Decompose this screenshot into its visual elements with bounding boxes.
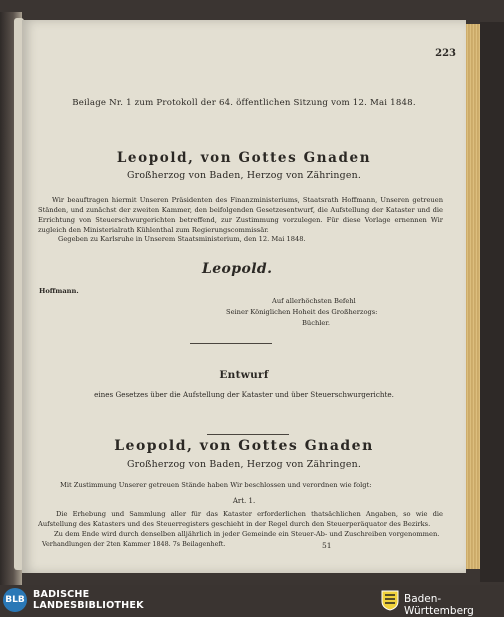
decree-title: Leopold, von Gottes Gnaden xyxy=(116,150,372,166)
article-heading: Art. 1. xyxy=(232,497,256,505)
divider-rule xyxy=(190,343,272,344)
countersign-hoffmann: Hoffmann. xyxy=(39,287,79,295)
befehl-line-2: Seiner Königlichen Hoheit des Großherzogs: xyxy=(226,308,378,316)
paragraph-given: Gegeben zu Karlsruhe in Unserem Staatsministerium, den 12. Mai 1848. xyxy=(58,235,306,243)
footer-number: 51 xyxy=(322,541,332,550)
divider-rule xyxy=(207,434,289,435)
zustimmung-line: Mit Zustimmung Unserer getreuen Stände haben Wir beschlossen und verordnen wie folgt: xyxy=(60,481,372,489)
page-stack-edge xyxy=(466,24,480,569)
entwurf-heading: Entwurf xyxy=(219,369,269,381)
blb-name[interactable] xyxy=(33,589,144,611)
befehl-name: Büchler. xyxy=(302,319,330,327)
befehl-line-1: Auf allerhöchsten Befehl xyxy=(272,297,356,305)
paragraph-commission: Wir beauftragen hiermit Unseren Präsidenten des Finanzministeriums, Staatsrath Hoffmann, Unseren getreuen Ständen, und zunächst der zweiten Kammer, den beifolgenden Gesetzesentwurf, die Aufstellung der Kataster und die Errichtung von Steuerschwurgerichten betreffend, zur Zustimmung vorzulegen. Für diese Vorlage ernennen Wir zugleich den Ministerialrath Kühlenthal zum Regierungscommissär. xyxy=(38,196,443,234)
scan-margin xyxy=(480,22,504,582)
document-page xyxy=(22,20,466,573)
decree-subtitle-2: Großherzog von Baden, Herzog von Zähringen. xyxy=(126,459,362,470)
blb-name-line-1: BADISCHE xyxy=(33,589,90,600)
signature-leopold: Leopold. xyxy=(202,261,273,277)
blb-logo-icon[interactable]: BLB xyxy=(3,588,27,612)
decree-subtitle: Großherzog von Baden, Herzog von Zähringen. xyxy=(126,170,362,181)
bw-coat-of-arms-icon[interactable] xyxy=(381,589,399,611)
beilage-line: Beilage Nr. 1 zum Protokoll der 64. öffentlichen Sitzung vom 12. Mai 1848. xyxy=(72,98,416,108)
bw-name[interactable]: Baden-Württemberg xyxy=(404,593,474,617)
entwurf-subheading: eines Gesetzes über die Aufstellung der Kataster und über Steuerschwurgerichte. xyxy=(94,390,394,399)
paragraph-article-1: Die Erhebung und Sammlung aller für das Kataster erforderlichen thatsächlichen Angaben, so wie die Aufstellung des Katasters und des Steuerregisters geschieht in der Regel durch den Steuerperäquator des Bezirks. xyxy=(38,510,443,528)
footer-reference: Verhandlungen der 2ten Kammer 1848. 7s Beilagenheft. xyxy=(42,540,226,548)
page-number: 223 xyxy=(435,48,456,59)
decree-title-2: Leopold, von Gottes Gnaden xyxy=(114,438,374,454)
blb-name-line-2: LANDESBIBLIOTHEK xyxy=(33,600,144,611)
paragraph-article-1b: Zu dem Ende wird durch denselben alljährlich in jeder Gemeinde ein Steuer-Ab- und Zuschreiben vorgenommen. xyxy=(54,530,440,538)
